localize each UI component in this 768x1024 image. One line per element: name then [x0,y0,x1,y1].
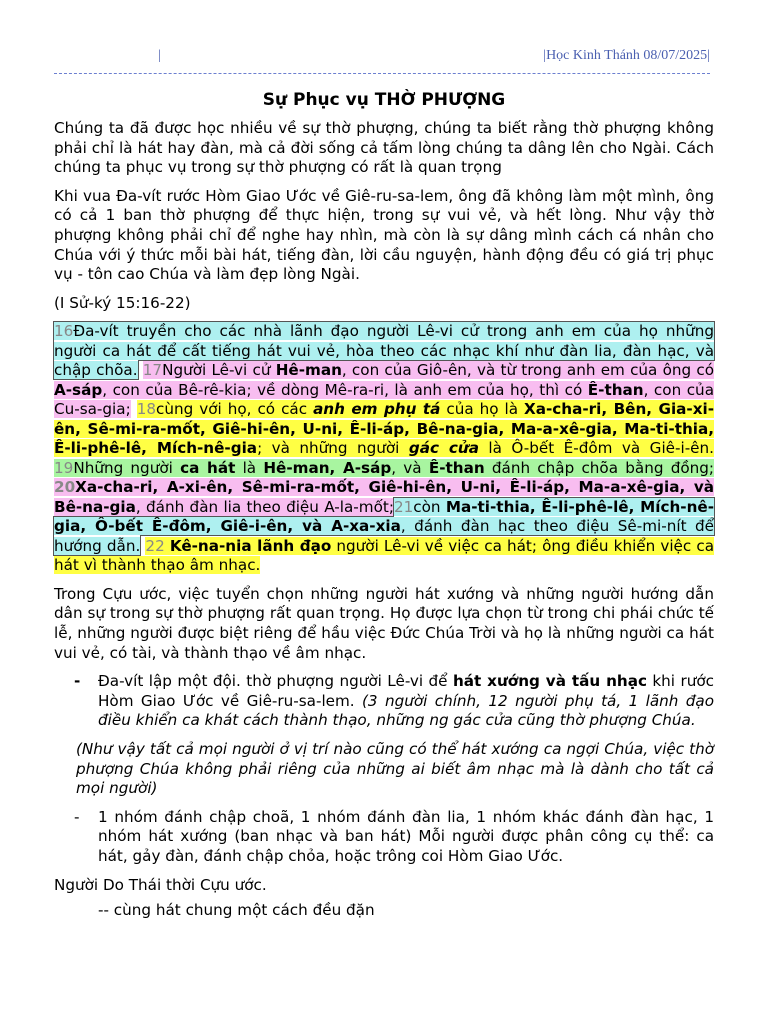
list-item-text: khi rước Hòm Giao Ước về Giê-ru-sa-lem. [98,672,714,710]
verse-text: ; và những người [257,439,409,458]
verse-text: người Lê-vi về việc ca hát; ông điều khiển việc ca hát vì thành thạo âm nhạc. [54,536,714,575]
header-separator: | [158,48,161,63]
verse-22 [54,537,714,575]
verse-text: , và [391,458,429,477]
list-item-italic: (3 người chính, 12 người phụ tá, 1 lãnh đạo điều khiển ca khát cách thành thạo, những ng gác cửa cũng thờ phượng Chúa. [98,691,714,730]
verse-number: 16 [54,322,74,341]
verse-number: 18 [136,400,157,419]
intro-paragraph-2: Khi vua Đa-vít rước Hòm Giao Ước về Giê-ru-sa-lem, ông đã không làm một mình, ông có cả 1 ban thờ phượng để thực hiện, trong sự vui vẻ, và hết lòng. Như vậy thờ phượng không phải chỉ để nghe hay nhìn, mà còn là sự dâng mình cách cá nhân cho Chúa với ý thức mỗi bài hát, tiếng đàn, lời cầu nguyện, hành động đều có giá trị phục vụ - tôn cao Chúa và làm đẹp lòng Ngài. [54,186,714,284]
header-divider [54,73,710,74]
verse-text: đánh chập chõa bằng đồng; [484,458,715,477]
verse-text: Người Lê-vi cử [162,361,276,380]
verse-18 [54,400,714,457]
jews-line: Người Do Thái thời Cựu ước. [54,875,267,894]
bullet-mark: - [74,672,81,691]
gatekeepers-phrase: gác cửa [408,439,479,458]
verse-text: , đánh đàn hạc theo điệu Sê-mi-nít để hướng dẫn. [54,517,715,555]
verse-text: là [235,458,264,477]
assistant-names: Xa-cha-ri, Bên, Gia-xi-ên, Sê-mi-ra-mốt, Giê-hi-ên, U-ni, Ê-li-áp, Bê-na-gia, Ma-a-xê-gia, Ma-ti-thia, Ê-li-phê-lê, Mích-nê-gia [54,400,715,458]
verse-number: 17 [142,361,163,380]
page-header [54,44,710,64]
bullet-mark: - [74,807,80,826]
bullet-list-1 [54,672,714,731]
assistants-phrase: anh em phụ tá [313,400,441,419]
list-item [54,808,714,867]
verse-text: , con của Giô-ên, và từ trong anh em của ông có [341,361,714,380]
singers-phrase: ca hát [180,458,236,477]
verse-number: 21 [393,497,414,516]
verse-text: , con của Cu-sa-gia; [54,380,714,419]
verse-text: cùng với họ, có các [156,400,314,419]
singer-names: Hê-man, A-sáp [263,458,392,477]
harp-player-names: Ma-ti-thia, Ê-li-phê-lê, Mích-nê-gia, Ô-bết Ê-đôm, Giê-i-ên, và A-xa-xia [54,497,714,536]
verse-text: của họ là [440,400,525,419]
verse-19 [54,459,714,477]
page-title: Sự Phục vụ THỜ PHƯỢNG [262,90,506,110]
list-item-bold: hát xướng và tấu nhạc [452,672,647,691]
name-ethan-19: Ê-than [428,458,485,477]
list-item-text: Đa-vít lập một đội. thờ phượng người Lê-vi để [98,672,453,691]
lyre-player-names: Xa-cha-ri, A-xi-ên, Sê-mi-ra-mốt, Giê-hi-ên, U-ni, Ê-li-áp, Ma-a-xê-gia, và Bê-na-gia [54,478,714,516]
verse-text: còn [413,497,446,516]
verse-text: Những người [73,458,181,477]
name-asap: A-sáp [54,380,103,399]
name-ethan: Ê-than [587,380,644,399]
document-body [54,89,714,921]
bullet-list-2 [54,808,714,867]
verse-text: Đa-vít truyền cho các nhà lãnh đạo người Lê-vi cử trong anh em của họ những người ca hát để cất tiếng hát vui vẻ, hòa theo các nhạc khí như đàn lia, đàn hạc, và chập chõa. [54,322,714,380]
body-paragraph-3: Trong Cựu ước, việc tuyển chọn những người hát xướng và những người hướng dẫn dân sự trong sự thờ phượng rất quan trọng. Họ được lựa chọn từ trong chi phái chức tế lễ, những người được biệt riêng để hầu việc Đức Chúa Trời và họ là những người ca hát vui vẻ, có tài, và thành thạo về âm nhạc. [54,584,714,662]
verse-number: 19 [54,458,74,477]
leader-phrase: Kê-na-nia lãnh đạo [169,536,332,555]
intro-paragraph-1: Chúng ta đã được học nhiều về sự thờ phượng, chúng ta biết rằng thờ phượng không phải chỉ là hát hay đàn, mà cả đời sống cả tấm lòng chúng ta dâng lên cho Ngài. Cách chúng ta phục vụ trong sự thờ phượng có rất là quan trọng [54,119,714,177]
verse-text: , đánh đàn lia theo điệu A-la-mốt; [135,497,394,516]
italic-note: (Như vậy tất cả mọi người ở vị trí nào cũng có thể hát xướng ca ngợi Chúa, việc thờ phượng Chúa không phải riêng của những ai biết âm nhạc mà là dành cho tất cả mọi người) [76,740,714,798]
scripture-reference: (I Sử-ký 15:16-22) [54,293,191,312]
name-heman: Hê-man [275,361,342,380]
verse-text: là Ô-bết Ê-đôm và Giê-i-ên. [478,439,714,458]
verse-number: 20 [54,478,76,497]
list-item [54,672,714,731]
sub-line: -- cùng hát chung một cách đều đặn [98,901,375,920]
scripture-passage [54,322,714,576]
list-item-text: 1 nhóm đánh chập choã, 1 nhóm đánh đàn lia, 1 nhóm khác đánh đàn hạc, 1 nhóm hát xướng (ban nhạc và ban hát) Mỗi người được phân công cụ thể: ca hát, gảy đàn, đánh chập chỏa, hoặc trông coi Hòm Giao Ước. [98,807,714,865]
header-date-label: |Học Kinh Thánh 08/07/2025| [543,48,710,63]
verse-number: 22 [145,536,165,555]
verse-text: , con của Bê-rê-kia; về dòng Mê-ra-ri, là anh em của họ, thì có [102,380,588,399]
